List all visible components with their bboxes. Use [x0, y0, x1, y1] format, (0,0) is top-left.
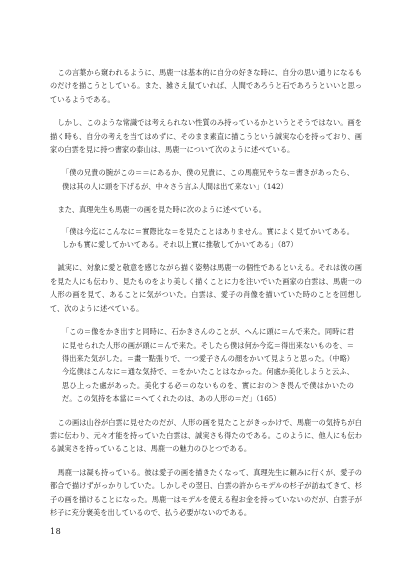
- paragraph: 誠実に、対象に愛と敬意を感じながら描く姿勢は馬鹿一の個性であるといえる。それは彼の画を見た人にも伝わり、見たものをより美しく描くことに力を注いでいた画家の白雲は、馬鹿一の人形の画を見て、あることに気がついた。白雲は、愛子の肖像を描いていた時のことを回想して、次のように述べている。: [50, 263, 362, 313]
- paragraph: しかし、このような常識では考えられない性質のみ持っているかというとそうではない。画を描く時も、自分の考えを当てはめずに、そのまま素直に描こうという誠実な心を持っており、画家の白雲を見に持つ書家の泰山は、馬鹿一について次のように述べている。: [50, 118, 362, 155]
- paragraph: また、真理先生も馬鹿一の画を見た時に次のように述べている。: [57, 205, 266, 215]
- paragraph: この画は山谷が白雲に見せたのだが、人形の画を見たことがきっかけで、馬鹿一の気持ちが白雲に伝わり、元々才能を持っていた白雲は、誠実さも得たのである。このように、他人にも伝わる誠実さを持っていることは、馬鹿一の魅力のひとつである。: [50, 417, 362, 454]
- block-quote: 「この＝像をかき出すと同時に、石かきさんのことが、へんに頭に＝んで来た。同時に君に見せられた人形の画が頭に＝んで来た。そしたら僕は何か今迄＝得出来ないものを、＝得出来た気がした。＝畫一點張りで、一つ愛子さんの顔をかいて見ようと思った。（中略）今迄僕はこんなに＝通な気持で、＝をかいたことはなかった。何處か美化しようと云ふ、思ひ上った處があった。美化する必＝のないものを、實におの＞き畏んで僕はかいたのだ。この気持を本當に＝へてくれたのは、あの人形の＝だ」（165）: [62, 327, 354, 404]
- paragraph: 馬鹿一は凝も持っている。彼は愛子の画を描きたくなって、真理先生に頼みに行くが、愛子の都合で描けずがっかりしていた。しかしその翌日、白雲の許からモデルの杉子が訪ねてきて、杉子の画を描けることになった。馬鹿一はモデルを使える程お金を持っていないのだが、白雲子が杉子に充分褒美を出しているので、払う必要がないのである。: [50, 467, 362, 517]
- body-text: [50, 66, 362, 529]
- block-quote: 「僕の兄貴の腕がこの＝＝にあるか、僕の兄貴に、この馬鹿兄やうな＝書きがあったら、僕は其の人に頭を下げるが、中々さう言ふ人間は出て来ない」（142）: [62, 168, 354, 191]
- paragraph: この言葉から窺われるように、馬鹿一は基本的に自分の好きな時に、自分の思い通りになるものだけを描こうとしている。また、雑さえ鼠ていれば、人間であろうと石であろうといいと思っているようである。: [50, 68, 362, 104]
- block-quote: 「僕は今迄にこんなに＝實際比な＝を見たことはありません。實によく見てかいてある。しかも實に愛してかいてある。それ以上實に推敬してかいてある」（87）: [62, 226, 354, 250]
- page-number: 18: [50, 527, 62, 536]
